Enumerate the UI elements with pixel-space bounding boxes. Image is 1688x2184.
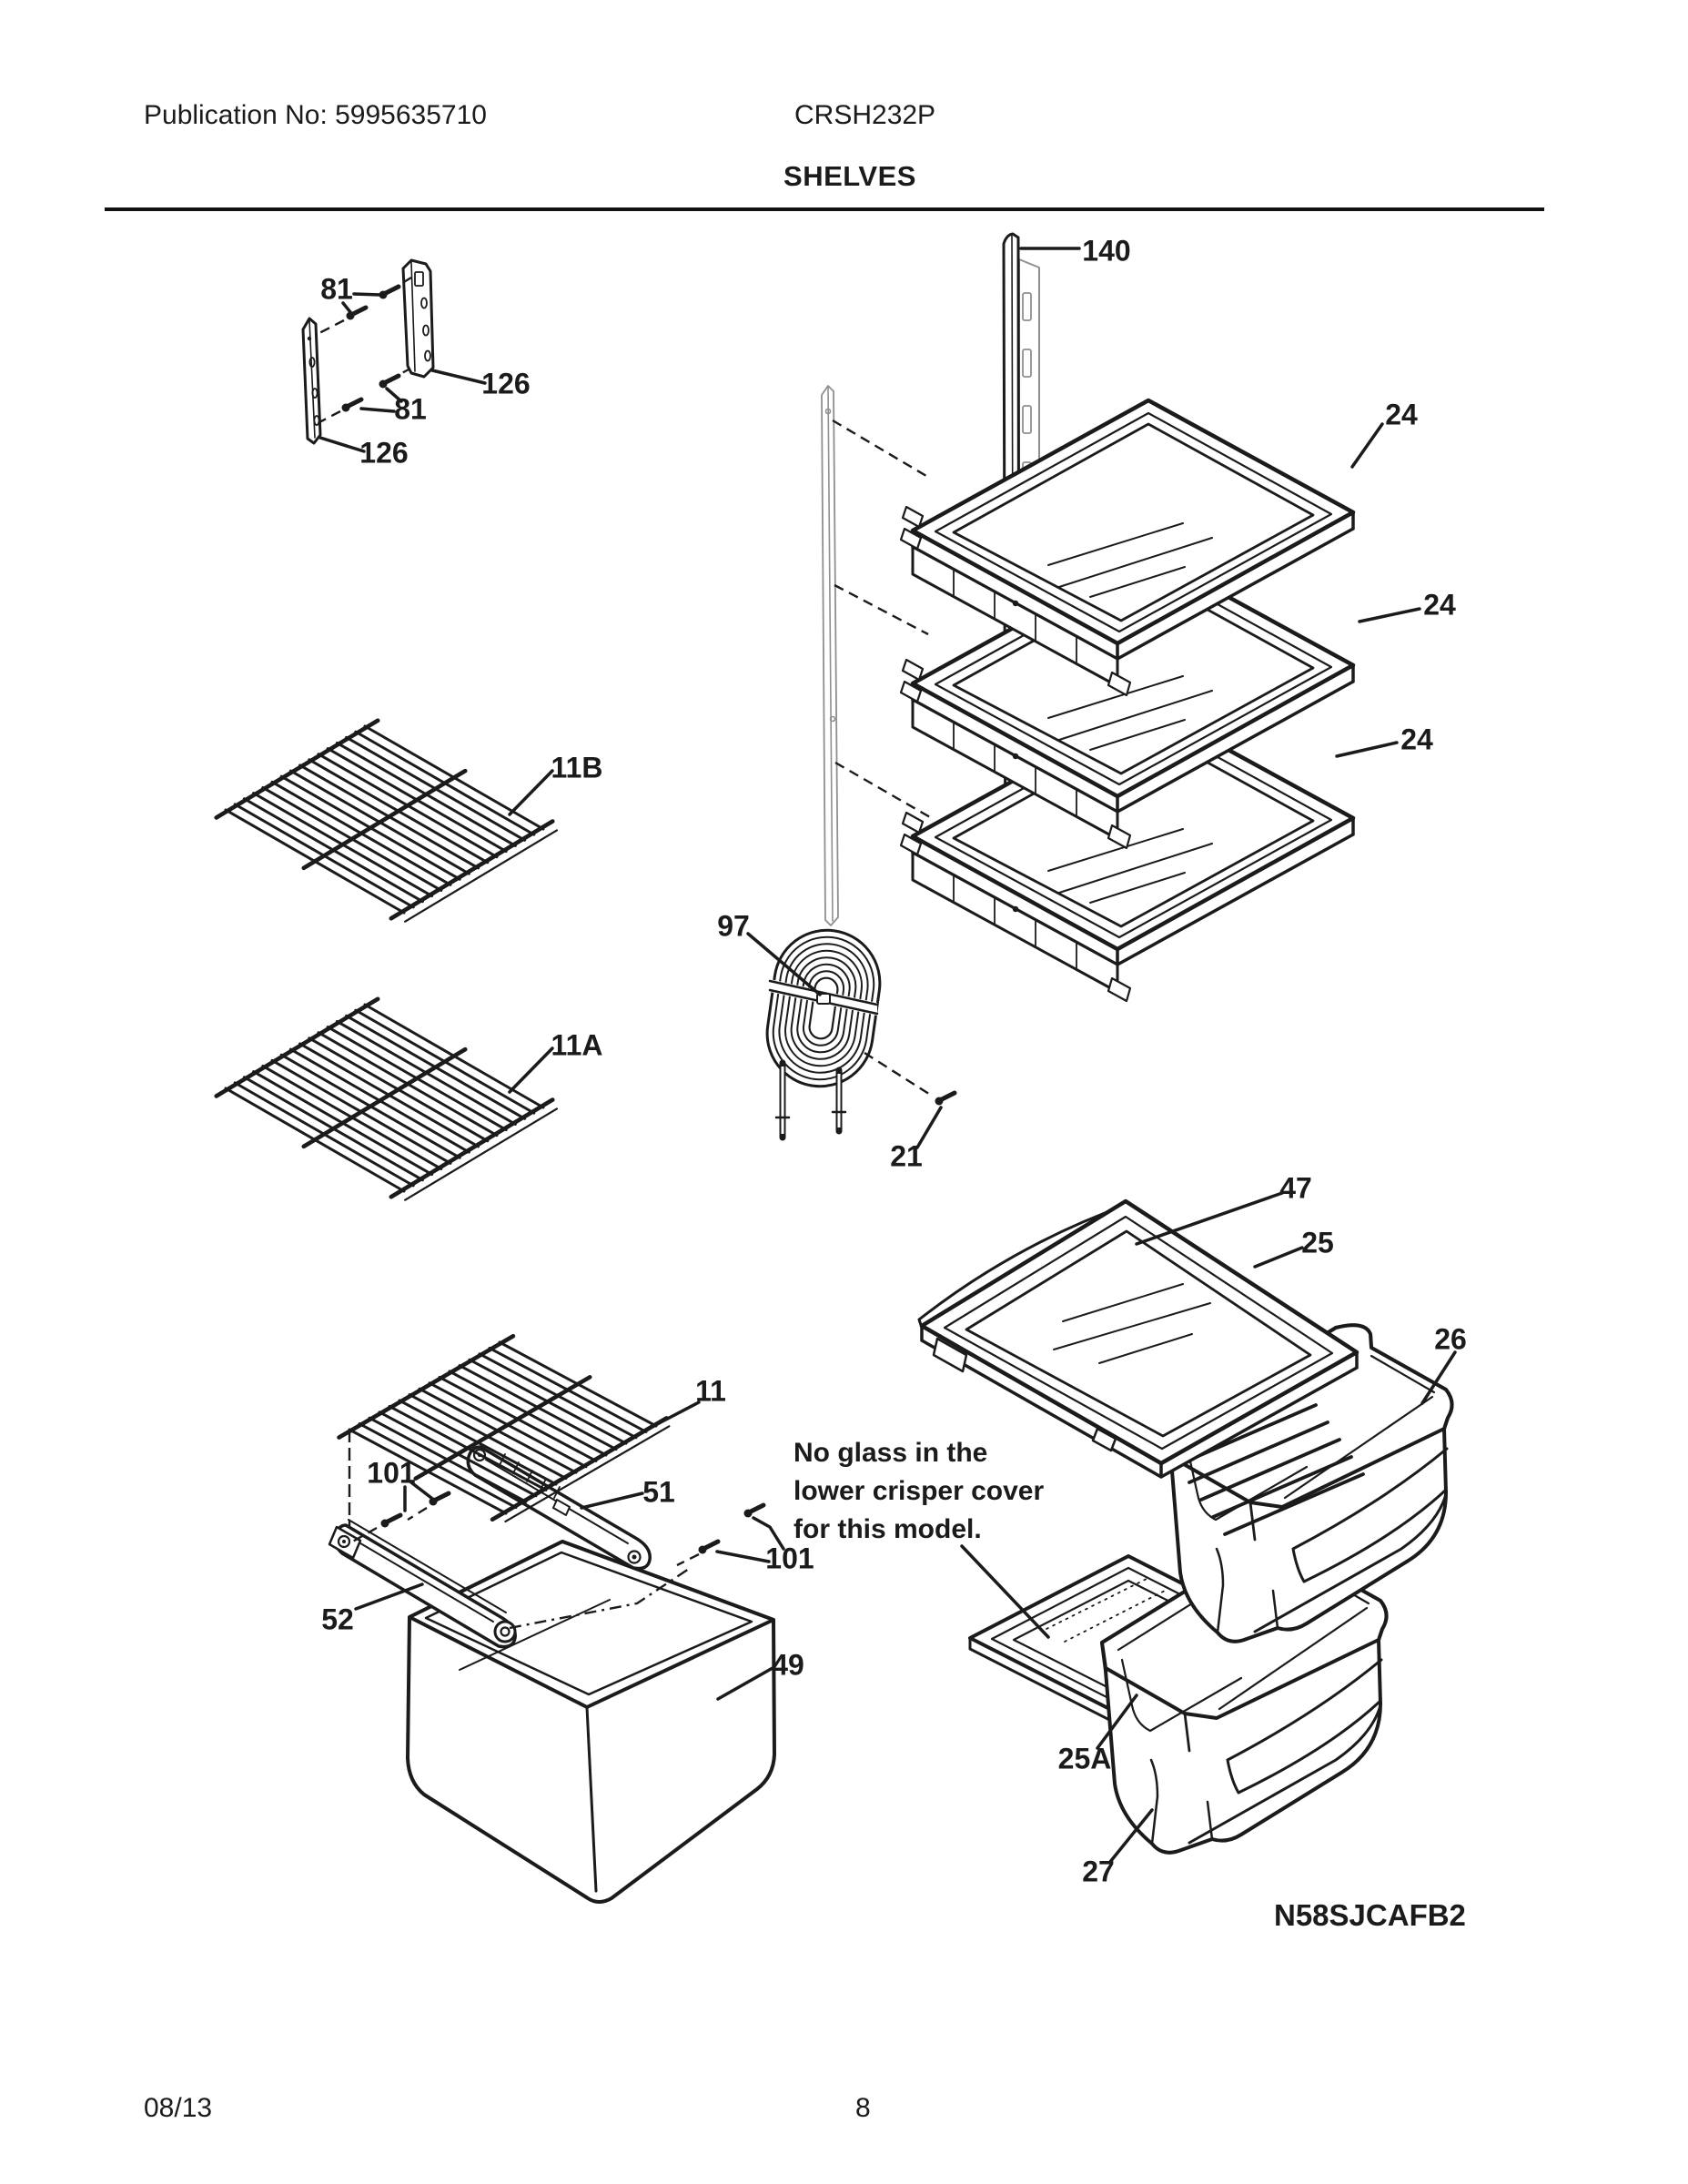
- callout-11: 11: [695, 1374, 726, 1408]
- coil-97-drawing: [761, 924, 887, 1138]
- diagram-id: N58SJCAFB2: [1274, 1898, 1466, 1932]
- no-glass-note: [793, 1434, 1044, 1549]
- screw-101-right-b: [699, 1542, 719, 1554]
- note-line-1: No glass in the: [793, 1438, 988, 1468]
- callout-25A: 25A: [1057, 1742, 1112, 1775]
- callout-97: 97: [717, 909, 750, 943]
- callout-25: 25: [1301, 1226, 1334, 1259]
- page-title: SHELVES: [783, 160, 916, 192]
- wire-shelf-11-drawing: [338, 1335, 675, 1524]
- callout-11B: 11B: [551, 751, 603, 784]
- bracket-left-drawing: [303, 318, 320, 443]
- callout-126-bottom: 126: [359, 436, 409, 470]
- callout-126-right: 126: [481, 367, 531, 400]
- footer-page-number: 8: [855, 2093, 871, 2123]
- screw-101-left-b: [381, 1515, 401, 1528]
- callout-101-left: 101: [367, 1456, 416, 1490]
- callout-27: 27: [1082, 1855, 1115, 1888]
- callout-101-right: 101: [765, 1542, 814, 1575]
- publication-number: Publication No: 5995635710: [144, 100, 487, 130]
- bracket-right-drawing: [403, 260, 433, 377]
- screw-101-right-a: [744, 1505, 764, 1518]
- callout-52: 52: [321, 1603, 354, 1636]
- screw-21-dashed-line: [864, 1053, 932, 1096]
- callout-11A: 11A: [551, 1028, 603, 1062]
- title-rule: [105, 207, 1544, 211]
- note-line-3: for this model.: [793, 1514, 982, 1544]
- callout-24-bottom: 24: [1400, 723, 1433, 756]
- callout-11B-11A-leaders: [510, 771, 552, 1092]
- callout-49: 49: [772, 1648, 804, 1682]
- callout-21: 21: [890, 1139, 923, 1173]
- wire-shelf-11B-drawing: [215, 720, 562, 925]
- callout-24-leaders: [1337, 424, 1420, 756]
- screw-81-top-right: [379, 287, 399, 299]
- callout-24-top: 24: [1385, 398, 1418, 431]
- footer-date: 08/13: [144, 2093, 213, 2123]
- screw-21: [935, 1093, 955, 1106]
- callout-24-middle: 24: [1423, 588, 1456, 622]
- callout-81-bottom: 81: [394, 392, 427, 426]
- bracket-callout-leaders: [320, 294, 485, 451]
- note-line-2: lower crisper cover: [793, 1476, 1045, 1506]
- callout-47: 47: [1279, 1171, 1312, 1205]
- callout-140: 140: [1082, 234, 1131, 268]
- callout-81-top: 81: [320, 272, 353, 306]
- wire-shelf-11A-drawing: [215, 998, 562, 1203]
- model-number: CRSH232P: [794, 100, 936, 130]
- shelf-support-rail-drawing: [822, 386, 838, 925]
- screw-81-bottom-left: [342, 399, 362, 412]
- callout-51: 51: [642, 1475, 675, 1509]
- shelf-rail-dashed-lines: [833, 420, 930, 817]
- screw-101-left-a: [430, 1493, 450, 1506]
- callout-26: 26: [1434, 1322, 1467, 1356]
